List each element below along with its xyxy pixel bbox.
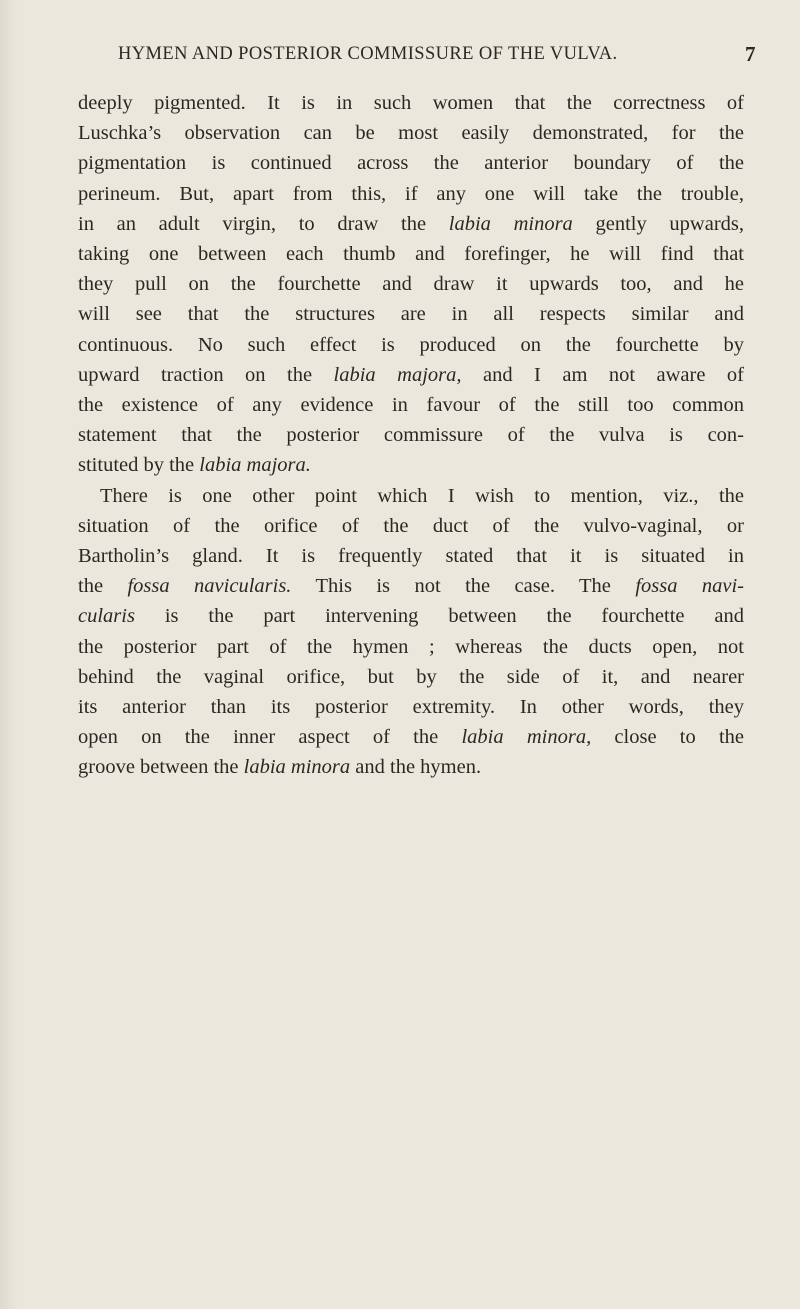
paragraph-1	[78, 88, 744, 481]
text-line: Bartholin’s gland. It is frequently stated that it is situated in	[78, 545, 744, 568]
body-text	[78, 88, 744, 783]
italic-term: cularis	[78, 605, 135, 628]
italic-term: fossa navicularis.	[127, 575, 292, 598]
text-line: behind the vaginal orifice, but by the side of it, and nearer	[78, 665, 744, 688]
text-line: taking one between each thumb and forefinger, he will find that	[78, 243, 744, 266]
text-line	[78, 571, 744, 601]
italic-term: labia minora	[243, 756, 351, 779]
text-line	[78, 450, 744, 480]
text-line: statement that the posterior commissure of the vulva is con-	[78, 424, 744, 447]
text-line: situation of the orifice of the duct of the vulvo-vaginal, or	[78, 514, 744, 537]
italic-term: labia majora.	[199, 454, 311, 477]
italic-term: labia minora,	[461, 726, 592, 749]
text-run: and I am not aware of	[461, 363, 744, 386]
text-line: perineum. But, apart from this, if any one will take the trouble,	[78, 182, 744, 205]
text-run: close to the	[591, 726, 745, 749]
text-run: gently upwards,	[572, 212, 744, 235]
page-number: 7	[745, 42, 756, 66]
text-line	[78, 360, 744, 390]
text-line: There is one other point which I wish to mention, viz., the	[100, 484, 744, 507]
text-run: stituted by the	[78, 454, 200, 477]
italic-term: labia minora	[448, 212, 573, 235]
text-line: its anterior than its posterior extremity. In other words, they	[78, 696, 744, 719]
text-run: the	[78, 575, 128, 598]
text-line: pigmentation is continued across the anterior boundary of the	[78, 152, 744, 175]
text-line: continuous. No such effect is produced on the fourchette by	[78, 333, 744, 356]
text-line: the posterior part of the hymen ; whereas the ducts open, not	[78, 635, 744, 658]
text-run: upward traction on the	[78, 363, 334, 386]
text-line: will see that the structures are in all respects similar and	[78, 303, 744, 326]
text-run: open on the inner aspect of the	[78, 726, 462, 749]
text-line: they pull on the fourchette and draw it upwards too, and he	[78, 273, 744, 296]
text-line: the existence of any evidence in favour of the still too common	[78, 394, 744, 417]
text-run: and the hymen.	[350, 756, 482, 779]
text-run: is the part intervening between the fourchette and	[134, 605, 744, 628]
text-line	[78, 752, 744, 782]
text-line: deeply pigmented. It is in such women that the correctness of	[78, 92, 744, 114]
text-run: in an adult virgin, to draw the	[78, 212, 449, 235]
text-run: groove between the	[78, 756, 244, 779]
text-line	[78, 601, 744, 631]
text-line	[78, 722, 744, 752]
text-run: This is not the case. The	[291, 575, 636, 598]
italic-term: fossa navi-	[635, 575, 745, 598]
paragraph-2	[78, 481, 744, 783]
text-line: Luschka’s observation can be most easily demonstrated, for the	[78, 122, 744, 145]
text-line	[78, 209, 744, 239]
running-title: HYMEN AND POSTERIOR COMMISSURE OF THE VULVA.	[118, 44, 618, 64]
italic-term: labia majora,	[333, 363, 462, 386]
